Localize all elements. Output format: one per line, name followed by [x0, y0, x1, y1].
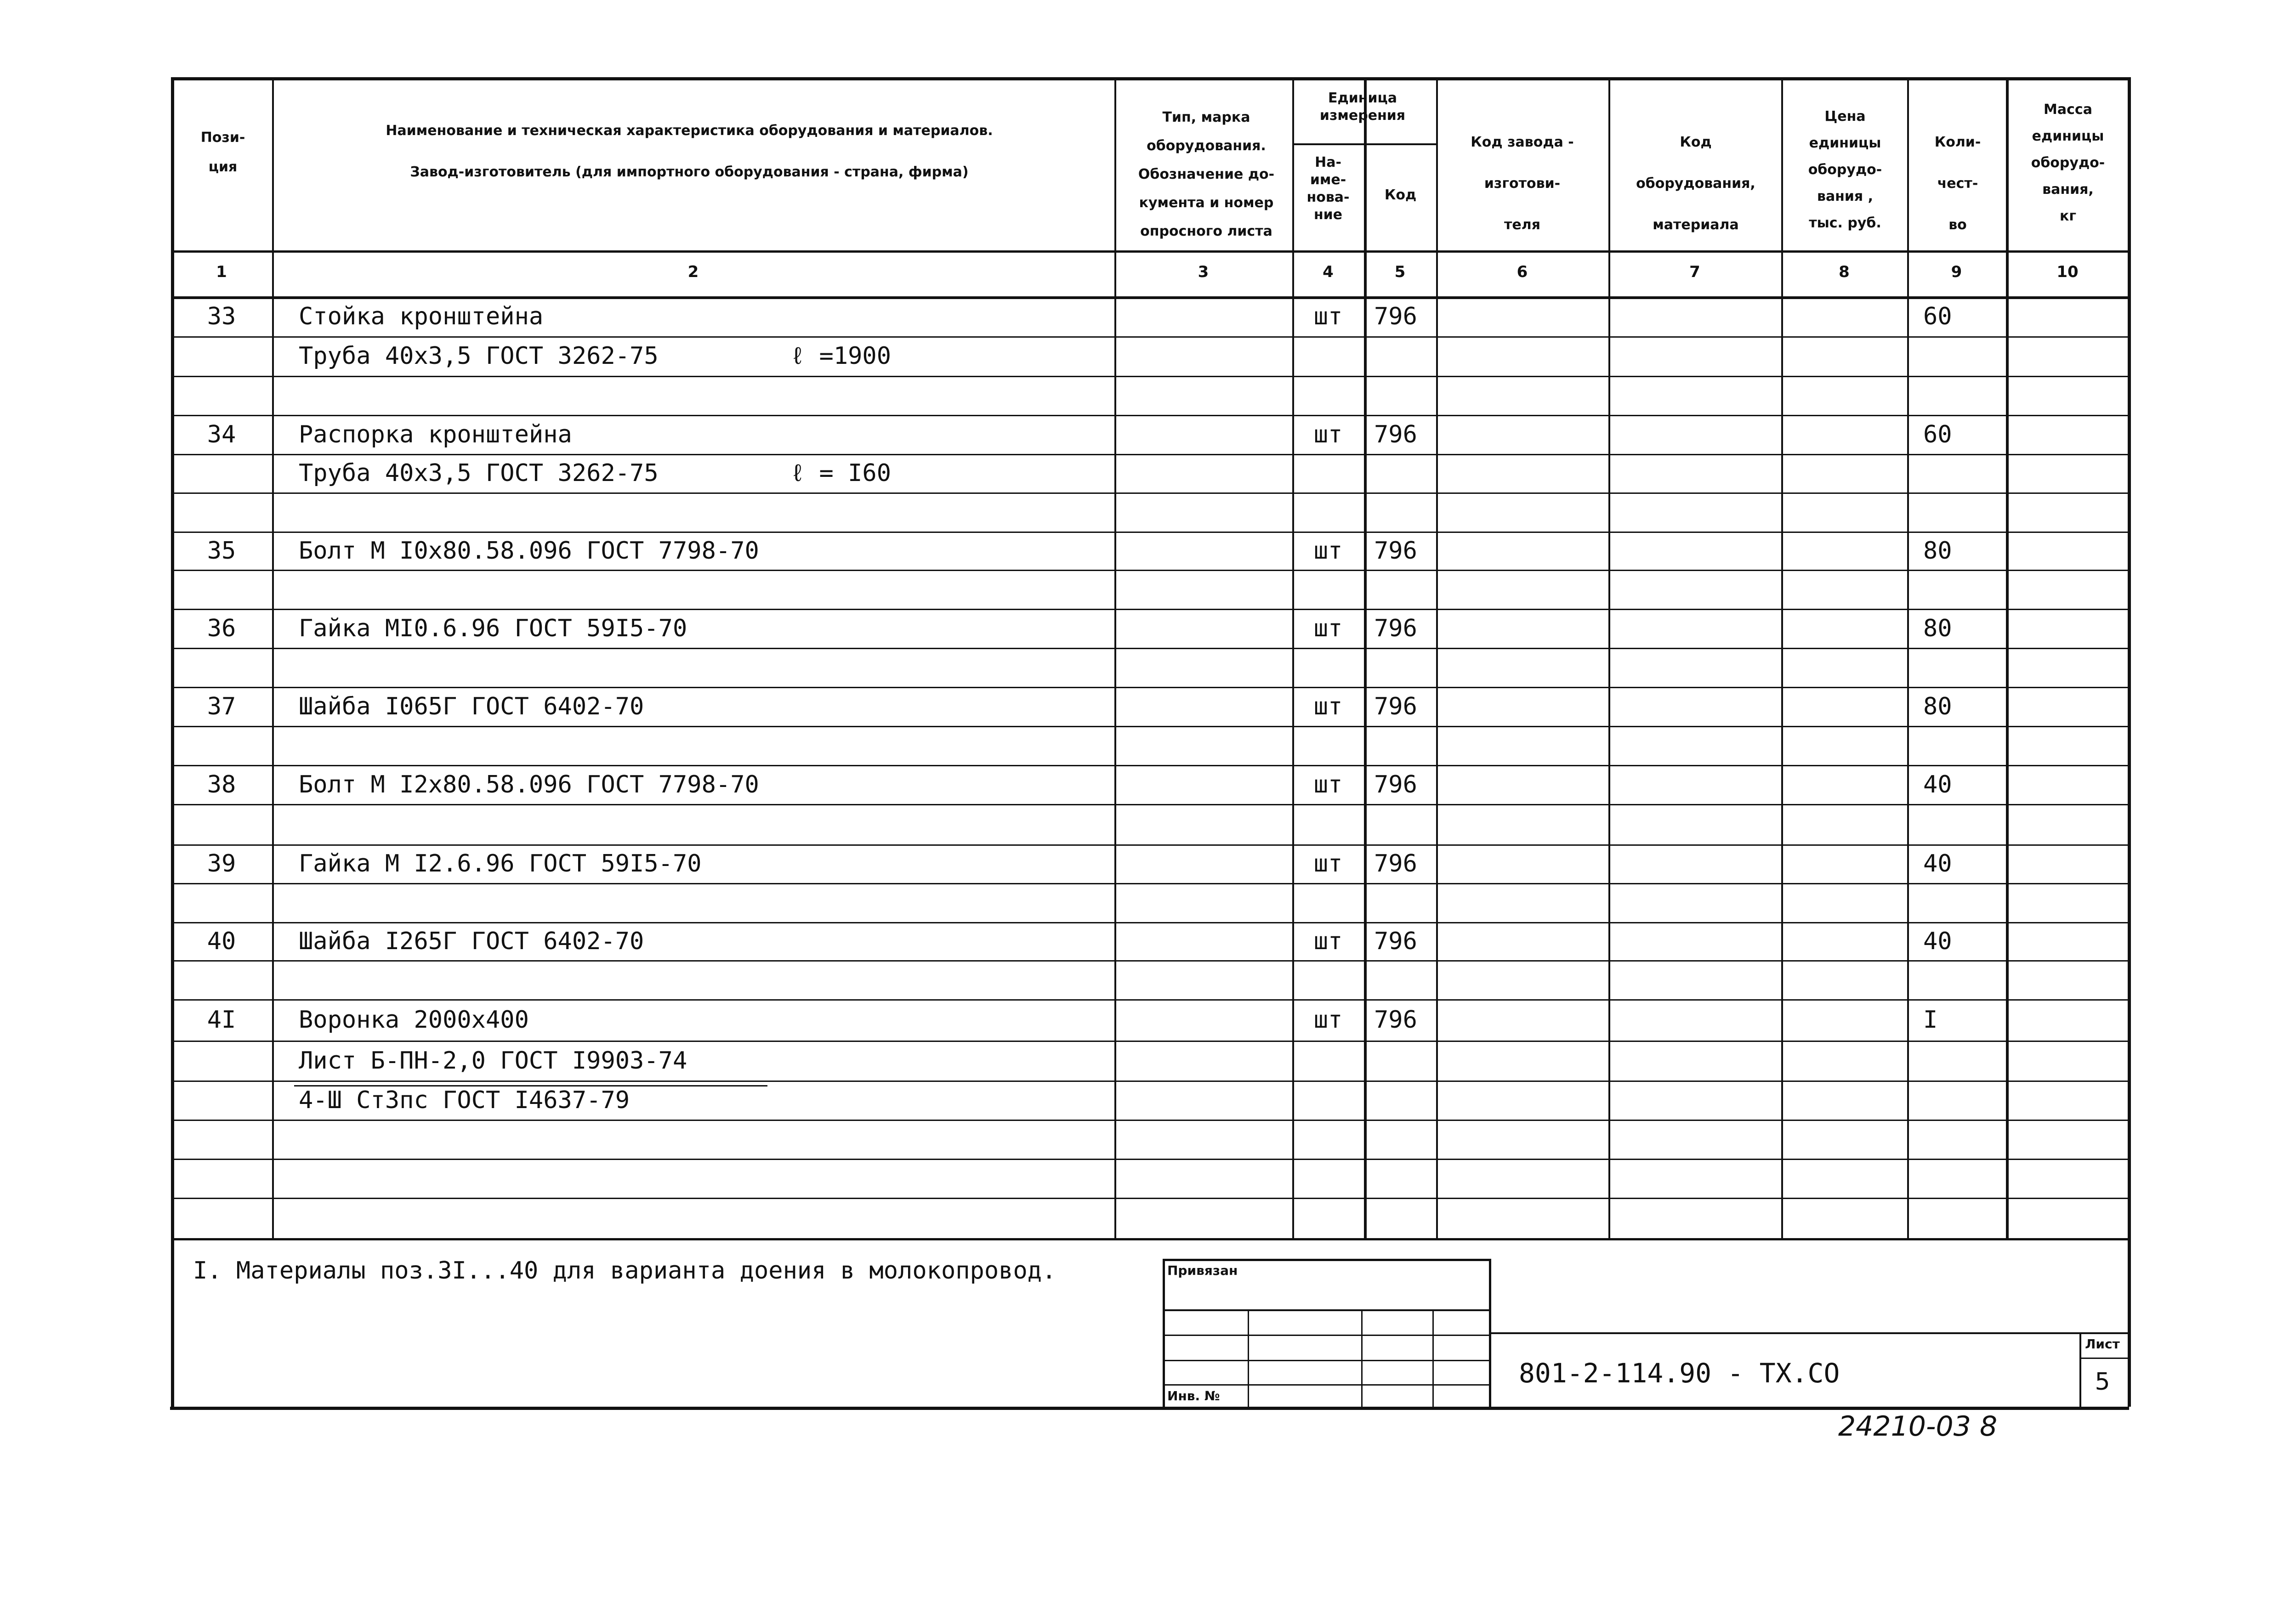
row-unit: шт: [1313, 614, 1343, 642]
row-pos: 40: [207, 927, 236, 955]
column-number: 1: [216, 263, 227, 281]
column-number: 3: [1198, 263, 1209, 281]
column-number: 8: [1839, 263, 1850, 281]
row-qty: 40: [1923, 850, 1952, 877]
row-unit: шт: [1313, 692, 1343, 720]
header-name: Наименование и техническая характеристика оборудования и материалов. Завод-изготовитель (для импортного оборудования - страна, фирма): [386, 123, 993, 180]
row-unit: шт: [1313, 537, 1343, 565]
header-unit-code: Код: [1384, 187, 1417, 203]
row-note: ℓ =1900: [790, 342, 892, 370]
row-code: 796: [1374, 420, 1417, 448]
row-pos: 4I: [207, 1006, 236, 1034]
row-qty: 40: [1923, 927, 1952, 955]
row-pos: 35: [207, 537, 236, 565]
stamp-inv: Инв. №: [1167, 1388, 1220, 1403]
row-note: ℓ = I60: [790, 459, 892, 487]
row-pos: 38: [207, 770, 236, 798]
row-pos: 33: [207, 302, 236, 330]
row-pos: 36: [207, 614, 236, 642]
row-pos: 37: [207, 692, 236, 720]
row-pos: 34: [207, 420, 236, 448]
header-maker-code: Код завода - изготови- теля: [1471, 134, 1574, 233]
row-code: 796: [1374, 302, 1417, 330]
row-unit: шт: [1313, 927, 1343, 955]
row-name: Шайба I265Г ГОСТ 6402-70: [299, 927, 644, 955]
row-unit: шт: [1313, 302, 1343, 330]
header-unit-name: На- име- нова- ние: [1306, 154, 1350, 223]
row-qty: 80: [1923, 537, 1952, 565]
row-code: 796: [1374, 1006, 1417, 1034]
row-code: 796: [1374, 850, 1417, 877]
row-code: 796: [1374, 537, 1417, 565]
column-number: 10: [2056, 263, 2079, 281]
stamp-doc-code: 801-2-114.90 - ТХ.СО: [1519, 1358, 1840, 1389]
row-qty: 40: [1923, 770, 1952, 798]
row-unit: шт: [1313, 850, 1343, 877]
column-number: 4: [1323, 263, 1334, 281]
row-unit: шт: [1313, 1006, 1343, 1034]
row-name: Воронка 2000х400: [299, 1006, 529, 1034]
archive-number: 24210-03 8: [1838, 1410, 1998, 1443]
row-qty: I: [1923, 1006, 1938, 1034]
row-code: 796: [1374, 927, 1417, 955]
header-equip-code: Код оборудования, материала: [1636, 134, 1755, 233]
row-name: Болт М I0х80.58.096 ГОСТ 7798-70: [299, 537, 759, 565]
row-name: Шайба I065Г ГОСТ 6402-70: [299, 692, 644, 720]
column-number: 6: [1517, 263, 1528, 281]
row-code: 796: [1374, 692, 1417, 720]
row-name: Распорка кронштейна: [299, 420, 572, 448]
header-unit: Единица измерения: [1319, 90, 1406, 124]
row-pos: 39: [207, 850, 236, 877]
row-name: Стойка кронштейна: [299, 302, 544, 330]
footnote: I. Материалы поз.3I...40 для варианта доения в молокопровод.: [193, 1257, 1056, 1284]
row-name: Гайка М I2.6.96 ГОСТ 59I5-70: [299, 850, 702, 877]
header-price: Цена единицы оборудо- вания , тыс. руб.: [1808, 108, 1882, 231]
row-unit: шт: [1313, 770, 1343, 798]
row-name: Болт М I2х80.58.096 ГОСТ 7798-70: [299, 770, 759, 798]
row-qty: 60: [1923, 420, 1952, 448]
row-unit: шт: [1313, 420, 1343, 448]
row-name: Труба 40х3,5 ГОСТ 3262-75: [299, 342, 659, 370]
column-number: 2: [687, 263, 699, 281]
header-type: Тип, марка оборудования. Обозначение до- кумента и номер опросного листа: [1138, 109, 1275, 239]
header-mass: Масса единицы оборудо- вания, кг: [2031, 102, 2105, 224]
row-code: 796: [1374, 770, 1417, 798]
row-name: Гайка МI0.6.96 ГОСТ 59I5-70: [299, 614, 687, 642]
row-qty: 60: [1923, 302, 1952, 330]
row-name: Лист Б-ПН-2,0 ГОСТ I9903-74: [299, 1047, 687, 1075]
stamp-sheet-no: 5: [2095, 1368, 2110, 1396]
column-number: 7: [1689, 263, 1700, 281]
column-number: 5: [1394, 263, 1406, 281]
column-number: 9: [1951, 263, 1962, 281]
header-pos: Пози- ция: [200, 130, 245, 175]
row-code: 796: [1374, 614, 1417, 642]
header-qty: Коли- чест- во: [1934, 134, 1981, 233]
row-name: Труба 40х3,5 ГОСТ 3262-75: [299, 459, 659, 487]
stamp-privyazan: Привязан: [1167, 1263, 1238, 1278]
stamp-sheet-label: Лист: [2085, 1336, 2120, 1352]
row-name: 4-Ш СтЗпс ГОСТ I4637-79: [299, 1086, 630, 1114]
row-qty: 80: [1923, 614, 1952, 642]
row-qty: 80: [1923, 692, 1952, 720]
